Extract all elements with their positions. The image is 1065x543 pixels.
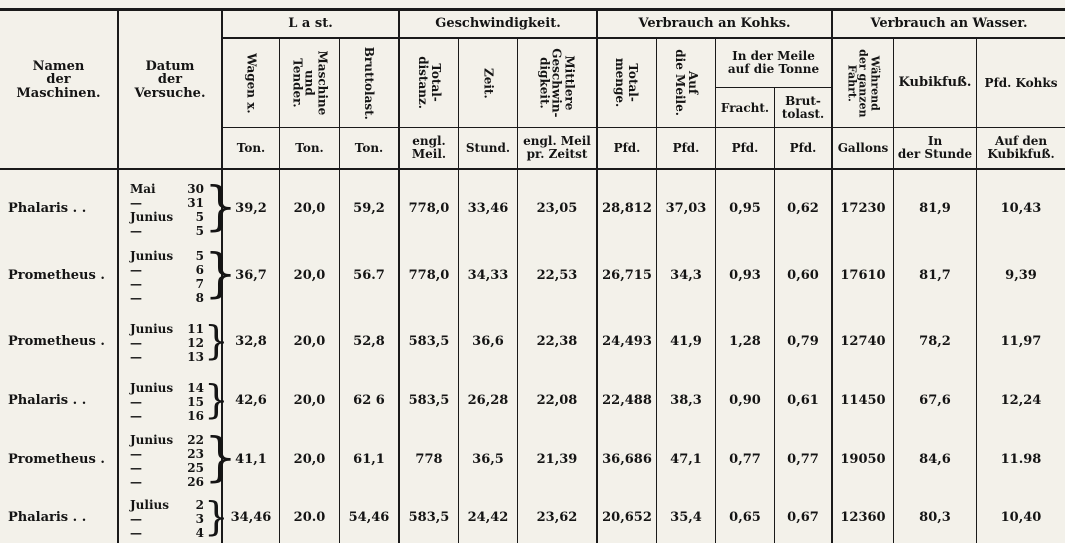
data-cell: 38,3 — [670, 393, 702, 408]
date-brace: } — [204, 494, 229, 540]
date-month: Junius — [130, 433, 174, 447]
data-cell: 20,0 — [293, 334, 326, 349]
group-speed-header: Geschwindigkeit. — [435, 16, 561, 32]
data-cell: 47,1 — [670, 452, 702, 467]
data-cell: 19050 — [840, 452, 886, 467]
date-day: 6 — [195, 263, 204, 277]
data-cell: 0,77 — [787, 452, 819, 467]
data-cell: 583,5 — [408, 393, 450, 408]
data-cell: 36,686 — [602, 452, 652, 467]
data-cell: 0,79 — [787, 334, 819, 349]
date-day: 23 — [187, 447, 204, 461]
date-month: — — [130, 409, 142, 423]
date-month: — — [130, 526, 142, 540]
date-month: — — [130, 447, 142, 461]
data-cell: 12740 — [840, 334, 886, 349]
unit-label: engl. Meil pr. Zeitst — [523, 134, 591, 161]
coke-per-mile-header: Auf die Meile. — [673, 49, 700, 117]
last-tender-header: Maschine und Tender. — [290, 50, 330, 116]
date-brace: } — [204, 244, 238, 305]
machine-name: Prometheus . — [8, 334, 105, 349]
data-cell: 34,46 — [230, 510, 272, 525]
date-day: 5 — [195, 249, 204, 263]
data-cell: 0,61 — [787, 393, 819, 408]
date-month: — — [130, 512, 142, 526]
data-cell: 35,4 — [670, 510, 702, 525]
data-cell: 583,5 — [408, 334, 450, 349]
data-cell: 23,62 — [536, 510, 578, 525]
data-cell: 52,8 — [353, 334, 385, 349]
data-cell: 0,65 — [729, 510, 761, 525]
data-cell: 11450 — [840, 393, 886, 408]
date-month: — — [130, 291, 142, 305]
data-cell: 12,24 — [1000, 393, 1042, 408]
data-cell: 0,62 — [787, 201, 819, 216]
date-day: 25 — [187, 461, 204, 475]
data-cell: 54,46 — [348, 510, 390, 525]
data-cell: 42,6 — [235, 393, 267, 408]
unit-label: Gallons — [837, 140, 889, 155]
date-day: 3 — [195, 512, 204, 526]
header-bottom-rule — [0, 168, 1065, 170]
unit-label: Stund. — [465, 140, 511, 155]
data-cell: 36,5 — [472, 452, 504, 467]
date-month: — — [130, 350, 142, 364]
unit-label: Pfd. — [789, 140, 817, 155]
coke-fracht-header: Fracht. — [720, 100, 770, 115]
date-day: 12 — [187, 336, 204, 350]
speed-distance-header: Total- distanz. — [416, 56, 443, 110]
water-total-header: Während der ganzen Fahrt. — [845, 48, 882, 118]
unit-label: In der Stunde — [897, 134, 973, 161]
group-last-header: L a st. — [288, 16, 333, 32]
date-month: Junius — [130, 210, 174, 224]
data-cell: 26,28 — [467, 393, 509, 408]
data-cell: 1,28 — [729, 334, 761, 349]
data-cell: 41,1 — [235, 452, 267, 467]
data-cell: 0,67 — [787, 510, 819, 525]
data-cell: 20,0 — [293, 268, 326, 283]
units-rule — [223, 127, 1065, 128]
data-cell: 11,97 — [1000, 334, 1042, 349]
data-cell: 23,05 — [536, 201, 578, 216]
date-day: 8 — [195, 291, 204, 305]
date-day: 15 — [187, 395, 204, 409]
data-cell: 67,6 — [919, 393, 951, 408]
date-month: — — [130, 336, 142, 350]
date-day: 30 — [187, 182, 204, 196]
col-date-header: Datum der Versuche. — [134, 58, 206, 101]
date-day: 5 — [195, 224, 204, 238]
unit-label: Ton. — [236, 140, 266, 155]
date-month: — — [130, 277, 142, 291]
speed-average-header: Mittlere Geschwin- digkeit. — [537, 48, 577, 118]
data-cell: 37,03 — [665, 201, 707, 216]
date-day: 4 — [195, 526, 204, 540]
coke-total-header: Total- menge. — [613, 58, 641, 108]
data-cell: 20,0 — [293, 452, 326, 467]
data-cell: 0,60 — [787, 268, 819, 283]
data-cell: 34,3 — [670, 268, 702, 283]
group-coke-header: Verbrauch an Kohks. — [638, 16, 791, 32]
data-cell: 0,93 — [729, 268, 761, 283]
coke-per-ton-header: In der Meile auf die Tonne — [727, 49, 820, 76]
data-cell: 10,43 — [1000, 201, 1042, 216]
data-cell: 36,7 — [235, 268, 267, 283]
date-month: — — [130, 263, 142, 277]
unit-label: Pfd. — [672, 140, 700, 155]
date-month: Junius — [130, 249, 174, 263]
data-cell: 22,53 — [536, 268, 578, 283]
unit-label: engl. Meil. — [411, 134, 447, 161]
data-cell: 9,39 — [1005, 268, 1037, 283]
date-month: Junius — [130, 381, 174, 395]
date-month: — — [130, 395, 142, 409]
date-month: — — [130, 475, 142, 489]
date-month: Junius — [130, 322, 174, 336]
data-cell: 0,95 — [729, 201, 761, 216]
water-cubic-header: Kubikfuß. — [898, 75, 972, 91]
data-cell: 20.0 — [293, 510, 326, 525]
date-month: Mai — [130, 182, 156, 196]
data-cell: 28,812 — [602, 201, 652, 216]
data-cell: 20,0 — [293, 393, 326, 408]
data-cell: 778 — [415, 452, 443, 467]
data-cell: 11.98 — [1000, 452, 1042, 467]
machine-name: Prometheus . — [8, 452, 105, 467]
date-day: 7 — [195, 277, 204, 291]
unit-label: Pfd. — [731, 140, 759, 155]
data-cell: 22,08 — [536, 393, 578, 408]
machine-name: Phalaris . . — [8, 201, 87, 216]
data-cell: 41,9 — [670, 334, 702, 349]
data-cell: 22,38 — [536, 334, 578, 349]
machine-name: Phalaris . . — [8, 393, 87, 408]
data-cell: 17610 — [840, 268, 886, 283]
data-cell: 20,652 — [602, 510, 652, 525]
data-cell: 80,3 — [919, 510, 951, 525]
date-brace: } — [204, 318, 229, 364]
col-name-header: Namen der Maschinen. — [16, 58, 101, 101]
date-brace: } — [204, 377, 229, 423]
date-day: 31 — [187, 196, 204, 210]
data-cell: 81,7 — [919, 268, 951, 283]
data-cell: 32,8 — [235, 334, 267, 349]
data-cell: 0,90 — [729, 393, 761, 408]
date-day: 5 — [195, 210, 204, 224]
date-day: 22 — [187, 433, 204, 447]
last-brutto-header: Bruttolast. — [362, 46, 377, 120]
data-cell: 62 6 — [353, 393, 385, 408]
data-cell: 26,715 — [602, 268, 652, 283]
water-per-coke-header: Pfd. Kohks — [984, 75, 1058, 90]
date-month: — — [130, 196, 142, 210]
data-cell: 12360 — [840, 510, 886, 525]
subgroup-rule — [715, 87, 831, 88]
date-day: 14 — [187, 381, 204, 395]
unit-label: Ton. — [295, 140, 324, 155]
unit-label: Pfd. — [613, 140, 641, 155]
date-day: 11 — [187, 322, 204, 336]
date-day: 2 — [195, 498, 204, 512]
data-cell: 39,2 — [235, 201, 267, 216]
data-cell: 33,46 — [467, 201, 509, 216]
data-cell: 21,39 — [536, 452, 578, 467]
speed-time-header: Zeit. — [481, 67, 496, 99]
group-water-header: Verbrauch an Wasser. — [870, 16, 1028, 32]
date-day: 16 — [187, 409, 204, 423]
data-cell: 24,42 — [467, 510, 509, 525]
data-cell: 84,6 — [919, 452, 951, 467]
data-cell: 778,0 — [408, 201, 450, 216]
date-month: — — [130, 461, 142, 475]
machine-name: Prometheus . — [8, 268, 105, 283]
data-cell: 61,1 — [353, 452, 385, 467]
unit-label: Auf den Kubikfuß. — [987, 134, 1055, 161]
data-cell: 56.7 — [353, 268, 385, 283]
data-cell: 10,40 — [1000, 510, 1042, 525]
data-cell: 0,77 — [729, 452, 761, 467]
data-cell: 778,0 — [408, 268, 450, 283]
date-month: Julius — [130, 498, 169, 512]
date-day: 13 — [187, 350, 204, 364]
unit-label: Ton. — [354, 140, 384, 155]
data-cell: 583,5 — [408, 510, 450, 525]
last-wagen-header: Wagen x. — [244, 52, 259, 114]
data-cell: 34,33 — [467, 268, 509, 283]
machine-name: Phalaris . . — [8, 510, 87, 525]
data-cell: 24,493 — [602, 334, 652, 349]
data-cell: 20,0 — [293, 201, 326, 216]
data-cell: 59,2 — [353, 201, 385, 216]
date-day: 26 — [187, 475, 204, 489]
data-cell: 78,2 — [919, 334, 951, 349]
data-cell: 81,9 — [919, 201, 951, 216]
date-brace: } — [204, 428, 238, 489]
data-cell: 36,6 — [472, 334, 504, 349]
date-month: — — [130, 224, 142, 238]
coke-brutto-header: Brut- tolast. — [781, 94, 825, 121]
data-cell: 17230 — [840, 201, 886, 216]
date-brace: } — [204, 177, 238, 238]
data-cell: 22,488 — [602, 393, 652, 408]
